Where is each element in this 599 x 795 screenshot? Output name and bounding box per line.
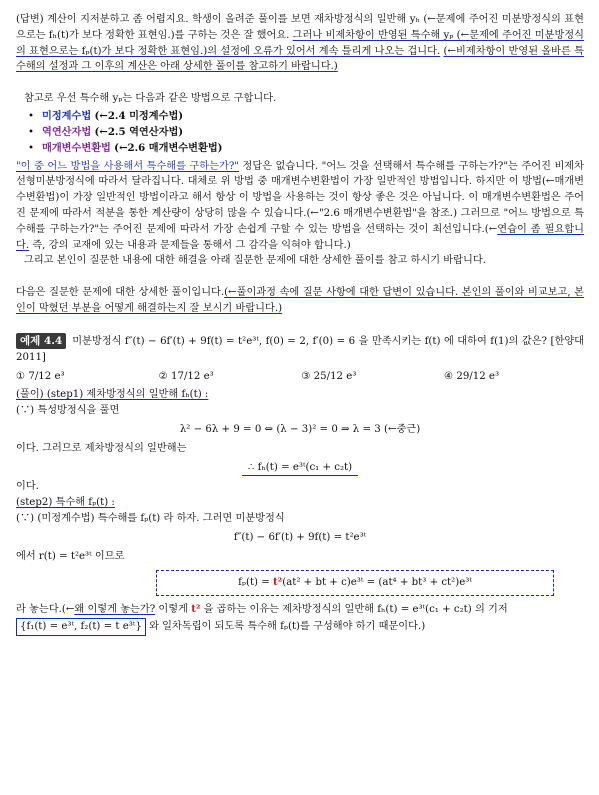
step2-expl-question: 왜 이렇게 놓는가? — [74, 604, 156, 616]
choice-1: ① 7/12 e³ — [16, 371, 65, 383]
step1-text: 이다. 그러므로 제차방정식의 일반해는 — [16, 442, 187, 454]
solution-intro-text: 다음은 질문한 문제에 대한 상세한 풀이입니다. — [16, 287, 225, 299]
method-name: 미정계수법 — [42, 110, 92, 123]
answer-intro-text: (답변) 계산이 지저분하고 좀 어렵지요. 학생이 올려준 풀이를 보면 재차방정식의 일반해 yₕ (←문제에 주어진 미분방정식의 표현으로는 fₕ(t)가 보다 정확한 표현임.)를 구하는 것은 잘 했어요. — [16, 14, 584, 41]
example-badge: 예제 4.4 — [16, 333, 66, 349]
solution-intro — [16, 285, 584, 317]
answer-intro-tail: (←비제차항이 반영된 올바른 특수해의 설정과 그 이후의 계산은 아래 상세한 풀이를 참고하기 바랍니다.) — [16, 45, 584, 73]
particular-solution-factor: t² — [273, 576, 283, 589]
step1-heading: (풀이) (step1) 제차방정식의 일반해 fₕ(t) : — [16, 389, 209, 401]
homogeneous-solution-line — [16, 460, 584, 477]
choice-4: ④ 29/12 e³ — [443, 371, 500, 383]
differential-equation: f″(t) − 6f′(t) + 9f(t) = t²e³ᵗ — [233, 531, 367, 543]
step2-basis-line — [16, 618, 584, 636]
example-problem-text: 미분방정식 f″(t) − 6f′(t) + 9f(t) = t²e³ᵗ, f(0) = 2, f′(0) = 6 을 만족시키는 f(t) 에 대하여 f(1)의 값은? [한양대 2011] — [16, 335, 584, 363]
method-name: 매개변수변환법 — [42, 141, 111, 154]
step2-expl-factor: t² — [191, 603, 201, 616]
method-item — [28, 141, 584, 157]
answer-choices — [16, 369, 584, 385]
methods-discussion — [16, 159, 584, 254]
particular-solution-box — [156, 570, 554, 596]
basis-box: {f₁(t) = e³ᵗ, f₂(t) = t e³ᵗ} — [16, 618, 146, 636]
homogeneous-solution: ∴ fₕ(t) = e³ᵗ(c₁ + c₂t) — [242, 460, 358, 477]
step2-expl-mid: 이렇게 — [155, 604, 192, 616]
answer-intro — [16, 12, 584, 75]
step2-text: 에서 r(t) = t²e³ᵗ 이므로 — [16, 550, 125, 562]
discussion-underlined: 연습이 좀 필요합니다. — [16, 223, 584, 251]
method-ref: (←2.4 미정계수법) — [94, 110, 184, 123]
step2-basis-text: 와 일차독립이 되도록 특수해 fₚ(t)를 구성해야 하기 때문이다.) — [149, 621, 426, 632]
characteristic-equation: λ² − 6λ + 9 = 0 ⇔ (λ − 3)² = 0 ⇒ λ = 3 (←중근) — [179, 423, 421, 435]
step1-reason: (∵) 특성방정식을 풀면 — [16, 405, 120, 417]
step1-end: 이다. — [16, 481, 39, 493]
step2-heading: (step2) 특수해 fₚ(t) : — [16, 497, 115, 509]
step2-expl-start: 라 놓는다.(← — [16, 604, 75, 616]
step2-expl-tail: 을 곱하는 이유는 제차방정식의 일반해 fₕ(t) = e³ᵗ(c₁ + c₂t) 의 기저 — [200, 604, 508, 616]
solution-intro-underlined: (←풀이과정 속에 질문 사항에 대한 답변이 있습니다. 본인의 풀이와 비교보고, 본인이 막혔던 부분을 어떻게 해결하는지 잘 보시기 바랍니다.) — [16, 287, 584, 314]
method-ref: (←2.5 역연산자법) — [94, 125, 184, 138]
discussion-text: 정답은 없습니다. "어느 것을 선택해서 특수해를 구하는가?"는 주어진 비제차선형미분방정식에 따라서 달라집니다. 대체로 위 방법 중 매개변수변환법이 가장 일반적인 방법입니다. 하지만 이 방법(←매개변수변환법)이 가장 일반적인 방법이라고 해서 항상 이 방법을 사용하는 것이 항상 좋은 것은 아닙니다. 이 매개변수변환법은 주어진 문제에 따라서 적분을 통한 계산량이 상당히 많을 수 있습니다.(←"2.6 매개변수변환법"을 참조.) 그러므로 "어느 방법으로 특수해를 구하는가?"는 주어진 문제에 따라서 가장 손쉽게 구할 수 있는 방법을 선택하는 것이 최선입니다.(← — [16, 160, 584, 235]
methods-intro: 참고로 우선 특수해 yₚ는 다음과 같은 방법으로 구합니다. — [24, 93, 277, 105]
method-item — [28, 125, 584, 141]
particular-solution-lhs: fₚ(t) = — [238, 577, 274, 589]
choice-3: ③ 25/12 e³ — [301, 371, 357, 383]
closing-line: 그리고 본인이 질문한 내용에 대한 해결을 아래 질문한 문제에 대한 상세한 풀이를 참고 하시기 바랍니다. — [24, 255, 486, 267]
methods-list — [28, 109, 584, 156]
step2-explanation — [16, 602, 584, 618]
method-ref: (←2.6 매개변수변환법) — [114, 141, 223, 154]
step2-reason: (∵) (미정계수법) 특수해를 fₚ(t) 라 하자. 그러면 미분방정식 — [16, 512, 285, 524]
answer-intro-underlined: 그러나 비제차항이 반영된 특수해 yₚ (←문제에 주어진 미분방정식의 표현으로는 fₚ(t)가 보다 정확한 표현임.)의 설정에 오류가 있어서 계속 틀리게 나오는 겁니다. — [16, 29, 584, 57]
question-quote: "이 중 어느 방법을 사용해서 특수해를 구하는가?" — [16, 160, 239, 172]
method-name: 역연산자법 — [42, 125, 92, 138]
method-item — [28, 109, 584, 125]
choice-2: ② 17/12 e³ — [158, 371, 214, 383]
example-problem — [16, 333, 584, 366]
particular-solution-rhs: (at² + bt + c)e³ᵗ = (at⁴ + bt³ + ct²)e³ᵗ — [282, 577, 472, 589]
discussion-tail: 즉, 강의 교재에 있는 내용과 문제들을 통해서 그 감각을 익혀야 합니다.) — [29, 239, 351, 251]
document-page — [16, 12, 584, 636]
